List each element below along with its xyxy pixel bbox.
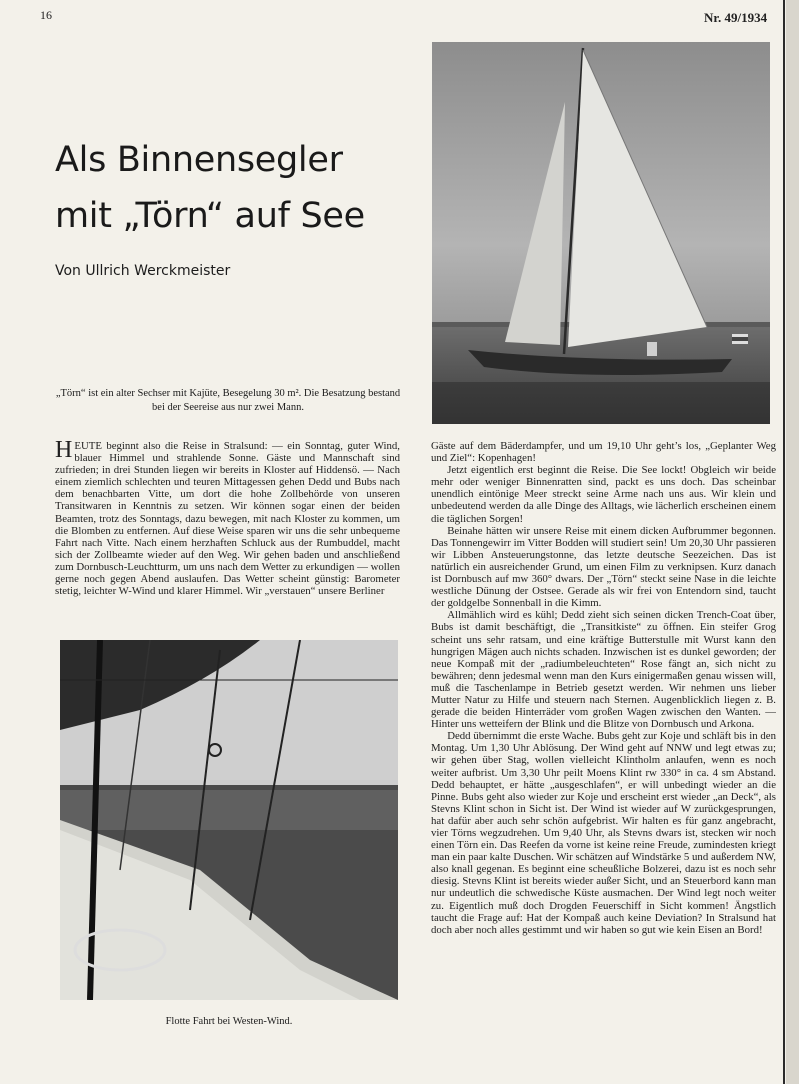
sailboat-photo xyxy=(432,42,770,424)
page-number: 16 xyxy=(40,8,52,22)
article-title-line-2: mit „Törn“ auf See xyxy=(55,196,365,236)
issue-number: Nr. 49/1934 xyxy=(704,10,768,25)
drop-cap: H xyxy=(55,437,73,463)
deck-photo xyxy=(60,640,398,1000)
right-paragraph-3: Beinahe hätten wir unsere Reise mit einem dicken Aufbrummer begonnen. Das Tonnengewirr im Vitter Bodden will studiert sein! Um 20,30 Uhr passieren wir Libben Ansteuerungstonne, das letzte deutsche Seezeichen. Das ist natürlich ein ausreichender Grund, um einen Film zu verknipsen. Kurz danach ist Dornbusch auf mw 360° dwars. Der „Törn“ steckt seine Nase in die leichte westliche Dünung der Ostsee. Gerade als wir frei von Entendorn sind, taucht der goldgelbe Sonnenball in die Kimm. xyxy=(431,524,776,610)
article-column-right xyxy=(431,440,776,1060)
right-paragraph-4: Allmählich wird es kühl; Dedd zieht sich seinen dicken Trench-Coat über, Bubs ist damit beschäftigt, die „Transitkiste“ zu öffnen. Ein steifer Grog scheint uns sehr ratsam, und eine kräftige Butterstulle mit Wurst kann den hungrigen Mägen auch nichts schaden. Inzwischen ist es dunkel geworden; der neue Kompaß mit der „radiumbeleuchteten“ Rose fängt an, sich nicht zu bewähren; denn jedesmal wenn man den Kurs einigermaßen genau wissen will, muß die Taschenlampe in Betrieb gesetzt werden. Wir nehmen uns lieber Mutter Natur zu Hilfe und steuern nach Sternen. Augenblicklich liegen z. B. gerade die beiden Hinterräder vom großen Wagen zwischen den Wanten. — Hinter uns wetteifern der Blink und die Blitze von Dornbusch und Arkona. xyxy=(431,609,776,731)
right-paragraph-1: Gäste auf dem Bäderdampfer, und um 19,10 Uhr geht’s los, „Geplanter Weg und Ziel“: Kopenhagen! xyxy=(431,440,776,465)
photo-caption-bottom: Flotte Fahrt bei Westen-Wind. xyxy=(165,1016,293,1027)
page-gutter-line xyxy=(783,0,785,1084)
left-paragraph-1: EUTE beginnt also die Reise in Stralsund: — ein Sonntag, guter Wind, blauer Himmel und strahlende Sonne. Gäste und Mannschaft sind zufrieden; in drei Stunden liegen wir bereits in Kloster auf Hiddensö. — Nach einem ziemlich schlechten und teuren Mittagessen gehen Dedd und Bubs nach dem benachbarten Vitte, um dort die hohe Zollbehörde von unseren Transitwaren in Kenntnis zu setzen. Wir können sogar einen der beiden Beamten, trotz des Sonntags, dazu bewegen, mit nach Kloster zu kommen, um die Blomben zu entfernen. Auf diese Weise sparen wir uns die sehr unbequeme Fahrt nach Vitte. Nach einem herzhaften Schluck aus der Rumbuddel, macht sich der Zollbeamte wieder auf den Weg. Wir gehen baden und anschließend zum Dornbusch-Leuchtturm, um uns nach dem Wetter zu erkundigen — wollen gerne noch gegen Abend auslaufen. Das Wetter scheint günstig: Barometer stetig, leichter W-Wind und klarer Himmel. Wir „verstauen“ unsere Berliner xyxy=(55,440,400,598)
right-paragraph-2: Jetzt eigentlich erst beginnt die Reise. Die See lockt! Obgleich wir beide mehr oder weniger Binnenratten sind, packt es uns doch. Das scheinbar unendlich eintönige Meer streckt seine Arme nach uns aus. Wir klein und unbedeutend werden da alle Dinge des Alltags, wie lächerlich erscheinen einem die täglichen Sorgen! xyxy=(431,464,776,525)
right-paragraph-5: Dedd übernimmt die erste Wache. Bubs geht zur Koje und schläft bis in den Montag. Um 1,30 Uhr Ablösung. Der Wind geht auf NNW und legt etwas zu; wir gehen über Stag, wollen vielleicht Klintholm anlaufen, wenn es noch weiter aufbrist. Um 3,30 Uhr peilt Moens Klint rw 330° in ca. 4 sm Abstand. Dedd behauptet, er hätte „ausgeschlafen“, er will unbedingt wieder an die Pinne. Bubs geht also wieder zur Koje und erscheint erst wieder „an Deck“, als Stevns Klint schon in Sicht ist. Der Wind ist wieder auf W zurückgesprungen, hat dafür aber auch sehr schön aufgebrist. Wir halten es für ganz angebracht, vier Törns wegzudrehen. Um 9,40 Uhr, als Stevns dwars ist, stecken wir noch einen Törn ein. Das Reefen da vorne ist keine reine Freude, zumindesten kriegt man ein paar kalte Duschen. Wir schätzen auf Windstärke 5 und außerdem NW, also knall gegenan. Es beginnt eine scheußliche Bolzerei, dazu ist es noch sehr diesig. Stevns Klint ist bereits wieder außer Sicht, und an Steuerbord kann man nur undeutlich die schwedische Küste ausmachen. Der Wind legt noch weiter zu. Eigentlich muß doch Drogden Feuerschiff in Sicht kommen! Ängstlich taucht die Frage auf: Hat der Kompaß auch keine Deviation? In Stralsund hat doch aber noch alles gestimmt und wir haben so gut wie kein Eisen an Bord! xyxy=(431,730,776,936)
article-byline: Von Ullrich Werckmeister xyxy=(55,263,231,279)
page-edge xyxy=(786,0,799,1084)
article-column-left xyxy=(55,437,400,598)
article-title-line-1: Als Binnensegler xyxy=(55,140,343,180)
photo-caption-top: „Törn“ ist ein alter Sechser mit Kajüte, Besegelung 30 m². Die Besatzung bestand bei der Seereise aus nur zwei Mann. xyxy=(55,388,401,413)
